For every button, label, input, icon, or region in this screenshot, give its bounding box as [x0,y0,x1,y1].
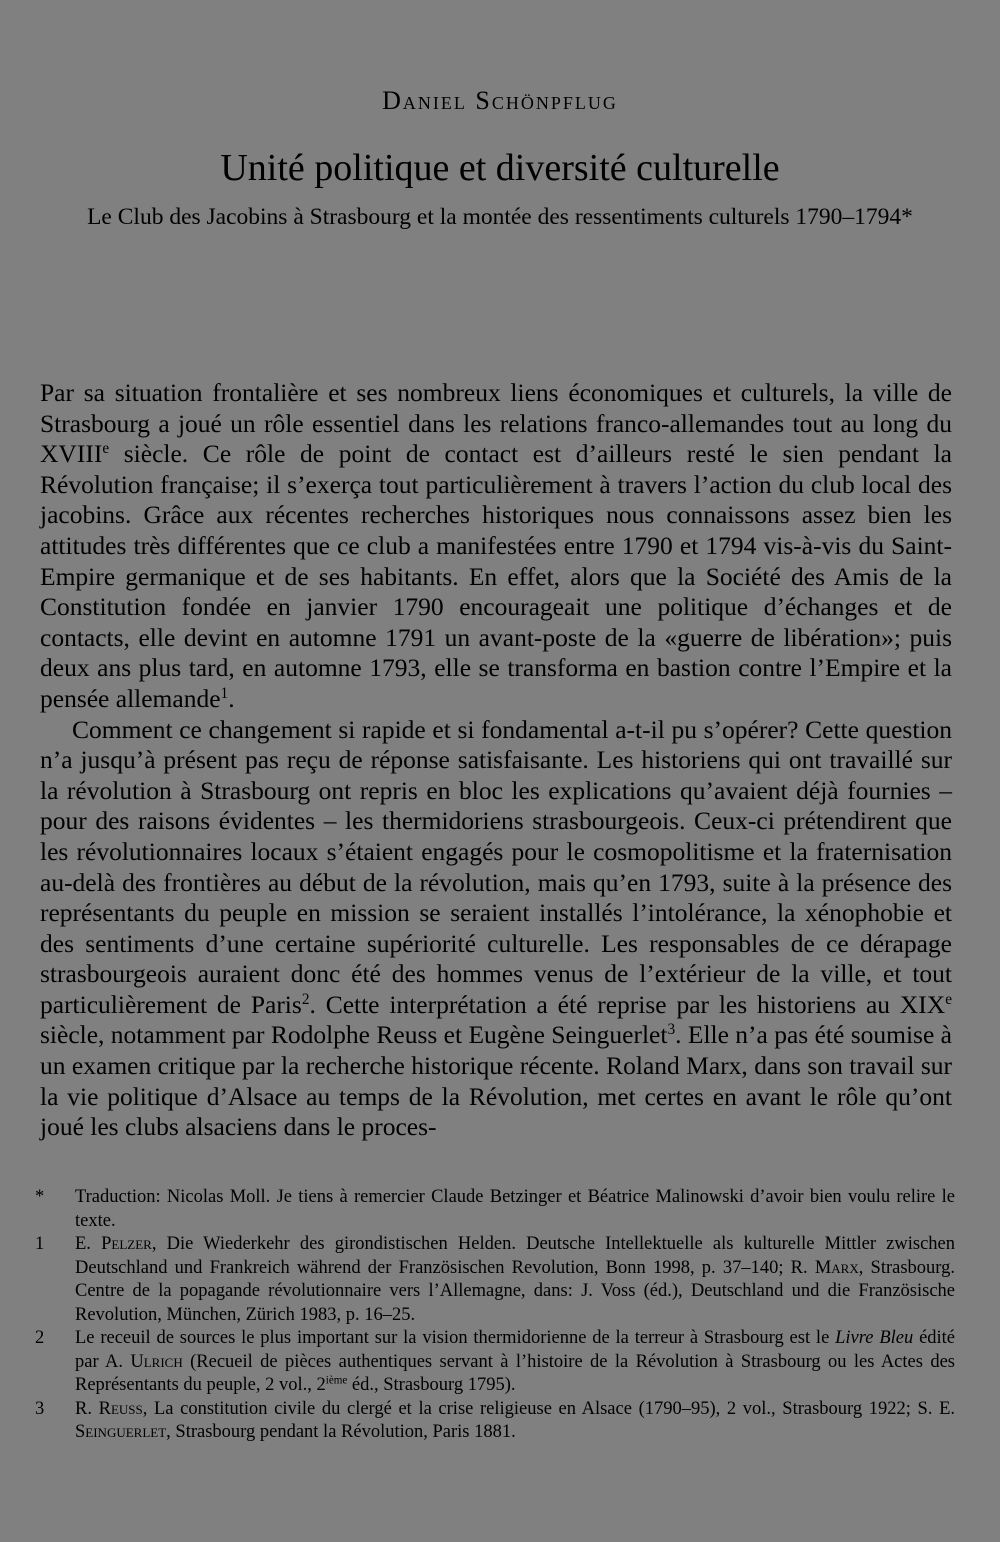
text-run: siècle, notamment par Rodolphe Reuss et Eugène Seinguerlet [40,1020,668,1050]
footnote-text [75,1233,955,1327]
footnote-text [75,1398,955,1445]
footnotes [35,1186,955,1445]
text-run: éd., Strasbourg 1795). [347,1375,516,1395]
paragraph-1 [40,378,952,715]
text-run: Comment ce changement si rapide et si fondamental a-t-il pu s’opérer? Cette question n’a jusqu’à présent pas reçu de réponse satisfaisante. Les historiens qui ont travaillé sur la révolution à Strasbourg ont repris en bloc les explications qu’avaient déjà fournies – pour des raisons évidentes – les thermidoriens strasbourgeois. Ceux-ci prétendirent que les révolutionnaires locaux s’étaient engagés pour le cosmopolitisme et la fraternisation au-delà des frontières au début de la révolution, mais qu’en 1793, suite à la présence des représentants du peuple en mission se seraient installés l’intolérance, la xénophobie et des sentiments d’une certaine supériorité culturelle. Les responsables de ce dérapage strasbourgeois auraient donc été des hommes venus de l’extérieur de la ville, et tout particulièrement de Paris [40,714,952,1019]
footnote-mark: 1 [35,1234,45,1254]
author-name: Reuss [98,1398,143,1419]
author-name: Seinguerlet [75,1422,167,1442]
paragraph-2 [40,715,952,1143]
text-run: . Elle n’a pas été soumise à un examen critique par la recherche historique récente. Roland Marx, dans son travail sur la vie politique d’Alsace au temps de la Révolution, met certes en avant le rôle qu’ont joué les clubs alsaciens dans le proces- [40,1020,952,1142]
footnote-text [75,1327,955,1398]
author-name: Pelzer [101,1234,152,1254]
superscript: e [945,990,953,1008]
text-run: , Strasbourg pendant la Révolution, Paris 1881. [166,1422,516,1442]
footnote-3 [35,1398,955,1445]
footnote-ref-1: 1 [220,684,229,702]
book-title: Livre Bleu [835,1328,914,1348]
text-run: Le receuil de sources le plus important sur la vision thermidorienne de la terreur à Strasbourg est le [75,1328,836,1348]
footnote-star [35,1186,955,1233]
text-run: , Strasbourg. Centre de la popagande révolutionnaire vers l’Allemagne, dans: J. Voss (éd.), Deutschland und die Französische Revolution, München, Zürich 1983, p. 16–25. [75,1257,956,1325]
text-run: édité par A. [75,1328,956,1372]
footnote-1 [35,1233,955,1327]
footnote-mark: 2 [35,1328,45,1348]
text-run: E. [75,1234,102,1254]
text-run: Par sa situation frontalière et ses nombreux liens économiques et culturels, la ville de Strasbourg a joué un rôle essentiel dans les relations franco-allemandes tout au long du XVIII [40,378,952,469]
footnote-text: Traduction: Nicolas Moll. Je tiens à remercier Claude Betzinger et Béatrice Malinowski d’avoir bien voulu relire le texte. [75,1187,955,1231]
footnote-mark: 3 [35,1398,45,1419]
text-run: R. [75,1398,99,1419]
author-name: Marx [814,1257,859,1278]
text-run: . [228,683,235,713]
superscript: ième [325,1374,348,1387]
footnote-mark: * [35,1187,45,1207]
article-title: Unité politique et diversité culturelle [220,147,780,189]
footnote-ref-2: 2 [301,990,310,1008]
body-text [40,378,952,1143]
text-run: siècle. Ce rôle de point de contact est d’ailleurs resté le sien pendant la Révolution française; il s’exerça tout particulièrement à travers l’action du club local des jacobins. Grâce aux récentes recherches historiques nous connaissons assez bien les attitudes très différentes que ce club a manifestées entre 1790 et 1794 vis-à-vis du Saint-Empire germanique et de ses habitants. En effet, alors que la Société des Amis de la Constitution fondée en janvier 1790 encourageait une politique d’échanges et de contacts, elle devint en automne 1791 un avant-poste de la «guerre de libération»; puis deux ans plus tard, en automne 1793, elle se transforma en bastion contre l’Empire et la pensée allemande [40,439,952,713]
text-run: , La constitution civile du clergé et la crise religieuse en Alsace (1790–95), 2 vol., Strasbourg 1922; S. E. [142,1398,955,1419]
article-subtitle: Le Club des Jacobins à Strasbourg et la montée des ressentiments culturels 1790–1794* [87,204,913,230]
text-run: (Recueil de pièces authentiques servant à l’histoire de la Révolution à Strasbourg ou les Actes des Représentants du peuple, 2 vol., 2 [75,1351,955,1395]
superscript: e [102,440,110,458]
text-run: . Cette interprétation a été reprise par les historiens au XIX [309,989,946,1019]
text-run: , Die Wiederkehr des girondistischen Helden. Deutsche Intellektuelle als kulturelle Mittler zwischen Deutschland und Frankreich während der Französischen Revolution, Bonn 1998, p. 37–140; R. [75,1234,955,1278]
author-name: Daniel Schönpflug [382,86,618,115]
author-name: Ulrich [130,1351,183,1372]
footnote-2 [35,1327,955,1398]
footnote-ref-3: 3 [667,1021,676,1039]
